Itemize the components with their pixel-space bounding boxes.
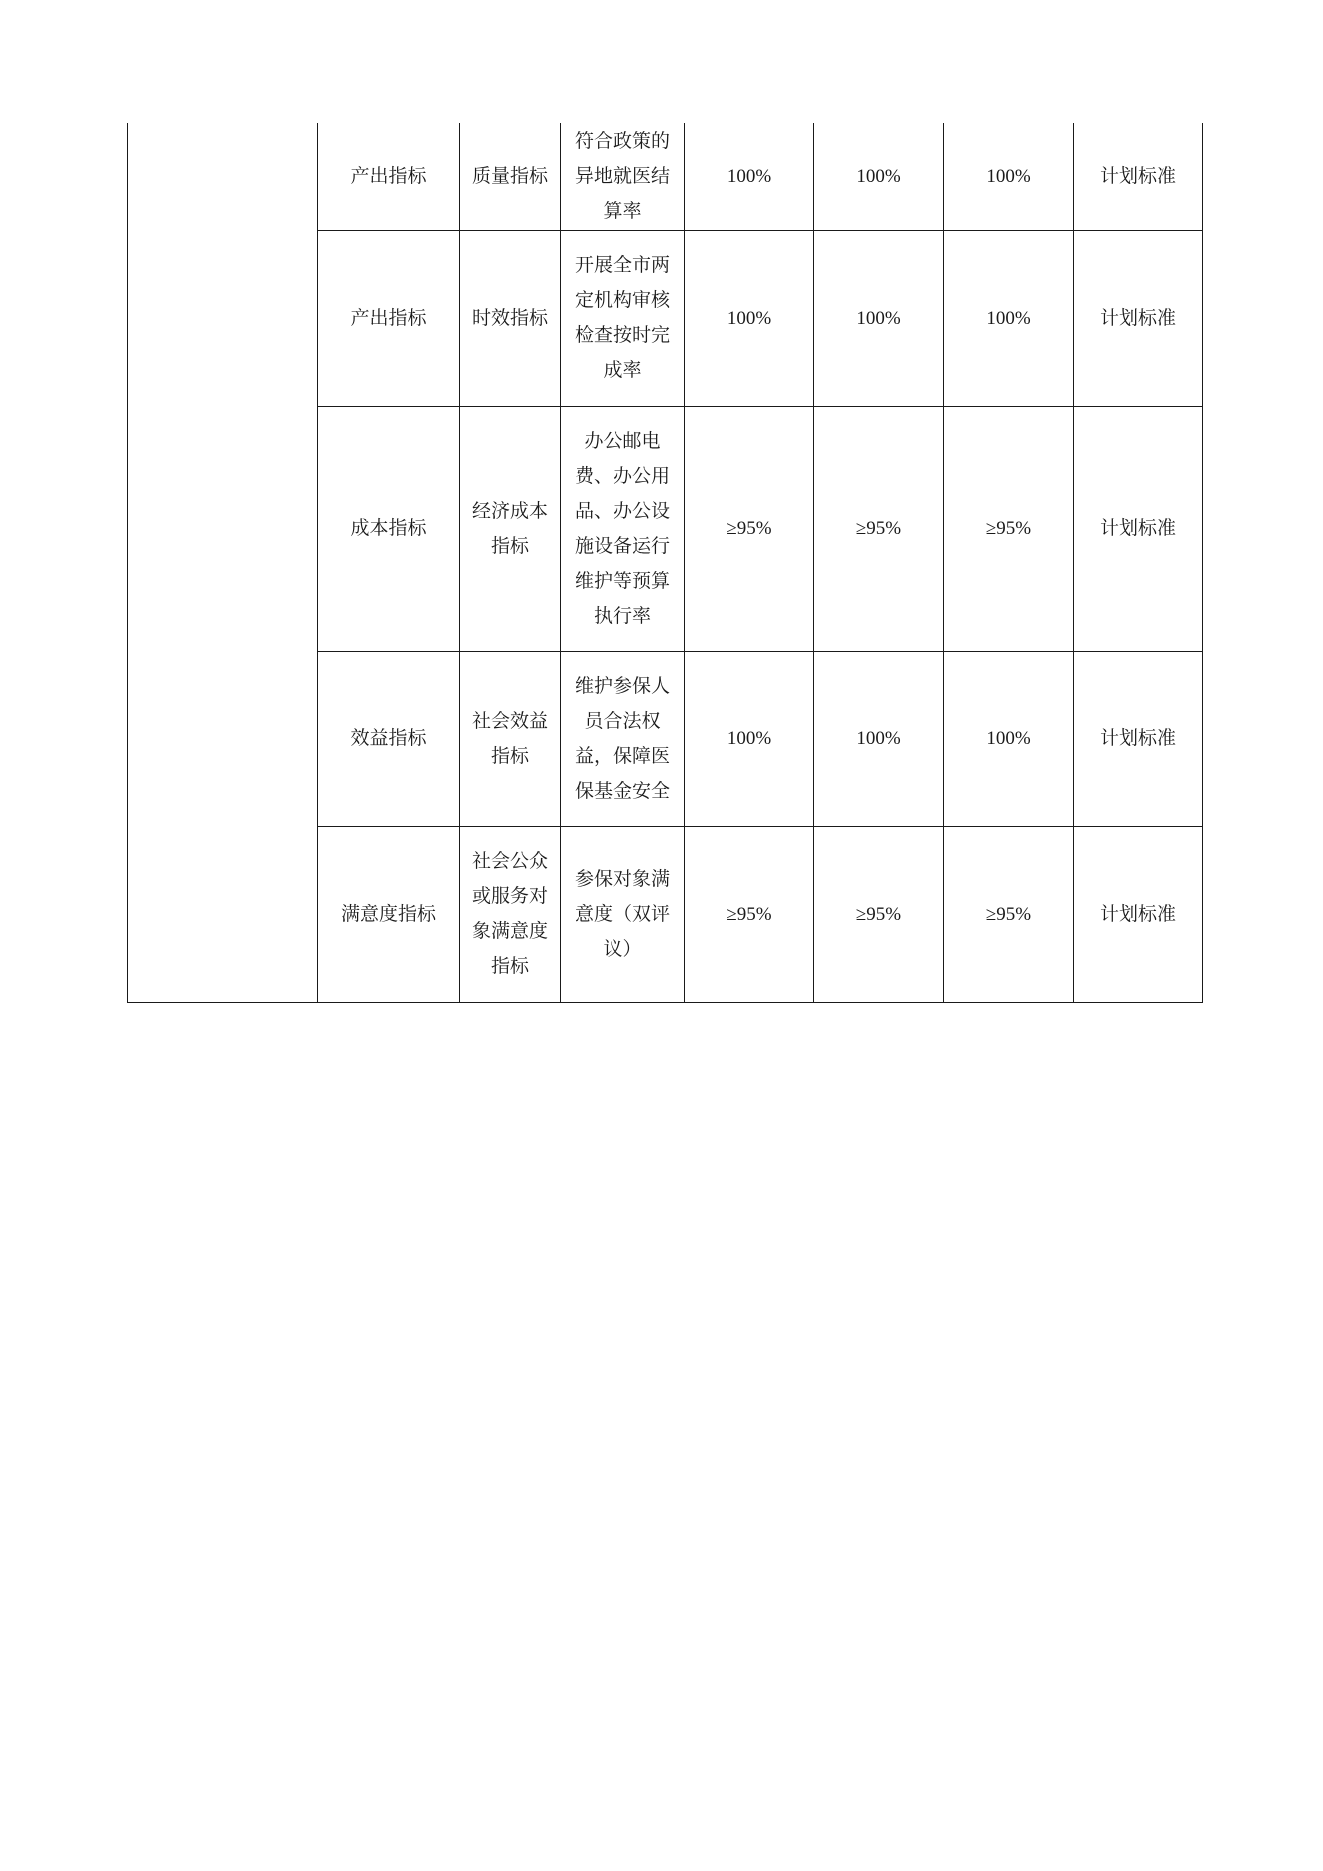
value-cell-1: ≥95% <box>685 826 814 1002</box>
merged-blank-cell <box>128 123 318 1002</box>
basis-cell: 计划标准 <box>1074 230 1203 406</box>
value-cell-3: ≥95% <box>944 406 1074 651</box>
basis-cell: 计划标准 <box>1074 826 1203 1002</box>
level2-indicator: 经济成本指标 <box>460 406 561 651</box>
value-cell-3: 100% <box>944 651 1074 826</box>
value-cell-2: 100% <box>814 651 944 826</box>
level1-indicator: 满意度指标 <box>318 826 460 1002</box>
value-cell-1: 100% <box>685 123 814 230</box>
value-cell-2: 100% <box>814 123 944 230</box>
level2-indicator: 社会效益指标 <box>460 651 561 826</box>
value-cell-2: ≥95% <box>814 826 944 1002</box>
level3-indicator: 符合政策的异地就医结算率 <box>561 123 685 230</box>
level3-indicator: 办公邮电费、办公用品、办公设施设备运行维护等预算执行率 <box>561 406 685 651</box>
level1-indicator: 产出指标 <box>318 230 460 406</box>
value-cell-1: 100% <box>685 230 814 406</box>
level2-indicator: 质量指标 <box>460 123 561 230</box>
value-cell-2: ≥95% <box>814 406 944 651</box>
value-cell-1: ≥95% <box>685 406 814 651</box>
value-cell-3: 100% <box>944 123 1074 230</box>
level1-indicator: 效益指标 <box>318 651 460 826</box>
level3-indicator: 参保对象满意度（双评议） <box>561 826 685 1002</box>
level1-indicator: 产出指标 <box>318 123 460 230</box>
table-row <box>128 123 1203 230</box>
value-cell-3: 100% <box>944 230 1074 406</box>
level3-indicator: 开展全市两定机构审核检查按时完成率 <box>561 230 685 406</box>
level2-indicator: 社会公众或服务对象满意度指标 <box>460 826 561 1002</box>
value-cell-1: 100% <box>685 651 814 826</box>
basis-cell: 计划标准 <box>1074 123 1203 230</box>
performance-indicator-table <box>127 123 1203 1003</box>
basis-cell: 计划标准 <box>1074 406 1203 651</box>
basis-cell: 计划标准 <box>1074 651 1203 826</box>
level3-indicator: 维护参保人员合法权益，保障医保基金安全 <box>561 651 685 826</box>
level1-indicator: 成本指标 <box>318 406 460 651</box>
value-cell-2: 100% <box>814 230 944 406</box>
level2-indicator: 时效指标 <box>460 230 561 406</box>
value-cell-3: ≥95% <box>944 826 1074 1002</box>
